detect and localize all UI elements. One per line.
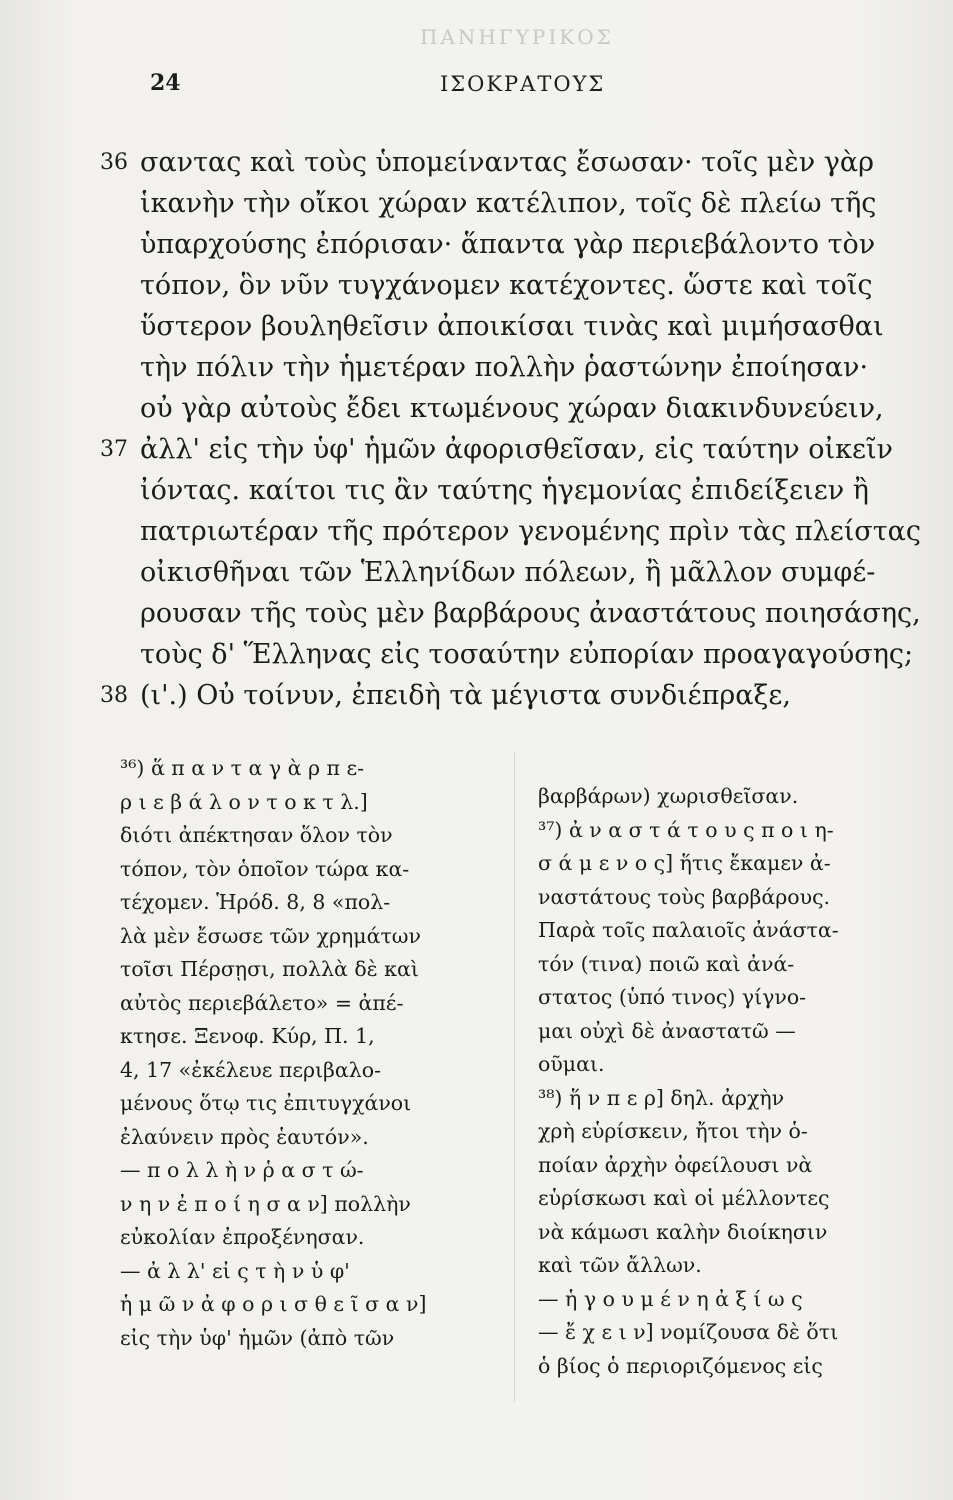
line-text: ἱκανὴν τὴν οἴκοι χώραν κατέλιπον, τοῖς δὲ πλείω τῆς xyxy=(140,188,877,219)
note-line: τοῖσι Πέρσῃσι, πολλὰ δὲ καὶ xyxy=(120,957,419,981)
column-divider xyxy=(514,752,515,1402)
line-text: πατριωτέραν τῆς πρότερον γενομένης πρὶν τὰς πλείστας xyxy=(140,516,922,547)
text-line xyxy=(100,593,930,634)
note-line: εἰς τὴν ὑφ' ἡμῶν (ἀπὸ τῶν xyxy=(120,1325,395,1350)
note-line: εὐκολίαν ἐπροξένησαν. xyxy=(120,1225,365,1249)
note-line: ποίαν ἀρχὴν ὀφείλουσι νὰ xyxy=(538,1152,813,1177)
note-line: — ἔ χ ε ι ν] νομίζουσα δὲ ὅτι xyxy=(538,1320,839,1344)
text-line xyxy=(100,511,930,552)
text-line xyxy=(100,347,930,388)
text-line xyxy=(100,470,930,511)
note-line: στατος (ὑπό τινος) γίγνο- xyxy=(538,985,807,1009)
main-text xyxy=(100,142,930,716)
note-line: ναστάτους τοὺς βαρβάρους. xyxy=(538,884,831,909)
notes-right-column xyxy=(538,780,928,1383)
line-text: τοὺς δ' Ἕλληνας εἰς τοσαύτην εὐπορίαν προαγαγούσης; xyxy=(140,639,914,670)
line-text: ἀλλ' εἰς τὴν ὑφ' ἡμῶν ἀφορισθεῖσαν, εἰς ταύτην οἰκεῖν xyxy=(140,434,893,465)
text-line xyxy=(100,183,930,224)
text-line xyxy=(100,224,930,265)
note-line: τόν (τινα) ποιῶ καὶ ἀνά- xyxy=(538,951,795,976)
running-head: ΙΣΟΚΡΑΤΟΥΣ xyxy=(440,72,606,96)
text-line xyxy=(100,552,930,593)
line-text: ὑπαρχούσης ἐπόρισαν· ἅπαντα γὰρ περιεβάλοντο τὸν xyxy=(140,229,876,260)
line-text: οὐ γὰρ αὐτοὺς ἔδει κτωμένους χώραν διακινδυνεύειν, xyxy=(140,393,884,424)
text-line xyxy=(100,388,930,429)
note-line: — ἀ λ λ' εἰ ς τ ὴ ν ὑ φ' xyxy=(120,1258,350,1283)
note-line: κτησε. Ξενοφ. Κύρ, Π. 1, xyxy=(120,1024,375,1048)
line-text: ρουσαν τῆς τοὺς μὲν βαρβάρους ἀναστάτους ποιησάσης, xyxy=(140,598,921,629)
note-line: ἡ μ ῶ ν ἀ φ ο ρ ι σ θ ε ῖ σ α ν] xyxy=(120,1292,427,1316)
note-line: ὁ βίος ὁ περιοριζόμενος εἰς xyxy=(538,1353,823,1378)
note-line: τέχομεν. Ἡρόδ. 8, 8 «πολ- xyxy=(120,890,391,914)
line-text: οἰκισθῆναι τῶν Ἑλληνίδων πόλεων, ἢ μᾶλλον συμφέ- xyxy=(140,557,876,588)
text-line xyxy=(100,675,930,716)
line-text: τόπον, ὃν νῦν τυγχάνομεν κατέχοντες. ὥστε καὶ τοῖς xyxy=(140,270,873,301)
section-number: 38 xyxy=(100,683,128,708)
note-line: — π ο λ λ ὴ ν ῥ α σ τ ώ- xyxy=(120,1158,364,1182)
text-line xyxy=(100,265,930,306)
page-number: 24 xyxy=(150,70,181,96)
note-line: μένους ὅτῳ τις ἐπιτυγχάνοι xyxy=(120,1091,412,1115)
note-line: ³⁸) ἥ ν π ε ρ] δηλ. ἀρχὴν xyxy=(538,1085,785,1110)
text-line xyxy=(100,306,930,347)
note-line: — ἡ γ ο υ μ έ ν η ἀ ξ ί ω ς xyxy=(538,1286,803,1311)
note-line: μαι οὐχὶ δὲ ἀναστατῶ — xyxy=(538,1018,796,1043)
text-line xyxy=(100,142,930,183)
note-line: ἐλαύνειν πρὸς ἑαυτόν». xyxy=(120,1124,369,1149)
line-text: ὕστερον βουληθεῖσιν ἀποικίσαι τινὰς καὶ μιμήσασθαι xyxy=(140,311,884,342)
section-number: 36 xyxy=(100,150,128,175)
section-number: 37 xyxy=(100,437,128,462)
note-line: 4, 17 «ἐκέλευε περιβαλο- xyxy=(120,1057,382,1082)
note-line: λὰ μὲν ἔσωσε τῶν χρημάτων xyxy=(120,923,421,948)
note-line: ρ ι ε β ά λ ο ν τ ο κ τ λ.] xyxy=(120,789,368,814)
note-line: οῦμαι. xyxy=(538,1052,605,1076)
note-line: τόπον, τὸν ὁποῖον τώρα κα- xyxy=(120,856,410,881)
note-line: καὶ τῶν ἄλλων. xyxy=(538,1253,702,1277)
line-text: (ι'.) Οὐ τοίνυν, ἐπειδὴ τὰ μέγιστα συνδιέπραξε, xyxy=(140,680,791,711)
note-line: βαρβάρων) χωρισθεῖσαν. xyxy=(538,784,799,808)
note-line: χρὴ εὑρίσκειν, ἤτοι τὴν ὁ- xyxy=(538,1119,808,1143)
note-line: διότι ἀπέκτησαν ὅλον τὸν xyxy=(120,823,393,847)
note-line: ³⁶) ἅ π α ν τ α γ ὰ ρ π ε- xyxy=(120,756,365,780)
text-line xyxy=(100,634,930,675)
bleed-through-text: ΠΑΝΗΓΥΡΙΚΟΣ xyxy=(420,25,614,49)
line-text: ἰόντας. καίτοι τις ἂν ταύτης ἡγεμονίας ἐπιδείξειεν ἢ xyxy=(140,475,869,506)
note-line: αὐτὸς περιεβάλετο» = ἀπέ- xyxy=(120,990,404,1015)
note-line: εὑρίσκωσι καὶ οἱ μέλλοντες xyxy=(538,1186,830,1210)
line-text: τὴν πόλιν τὴν ἡμετέραν πολλὴν ῥαστώνην ἐποίησαν· xyxy=(140,352,869,383)
note-line: νὰ κάμωσι καλὴν διοίκησιν xyxy=(538,1219,828,1244)
text-line xyxy=(100,429,930,470)
note-line: Παρὰ τοῖς παλαιοῖς ἀνάστα- xyxy=(538,918,839,942)
notes-left-column xyxy=(120,752,495,1355)
note-line: σ ά μ ε ν ο ς] ἥτις ἔκαμεν ἀ- xyxy=(538,851,831,875)
line-text: σαντας καὶ τοὺς ὑπομείναντας ἔσωσαν· τοῖς μὲν γὰρ xyxy=(140,147,874,178)
note-line: ν η ν ἐ π ο ί η σ α ν] πολλὴν xyxy=(120,1191,411,1216)
note-line: ³⁷) ἀ ν α σ τ ά τ ο υ ς π ο ι η- xyxy=(538,817,834,842)
